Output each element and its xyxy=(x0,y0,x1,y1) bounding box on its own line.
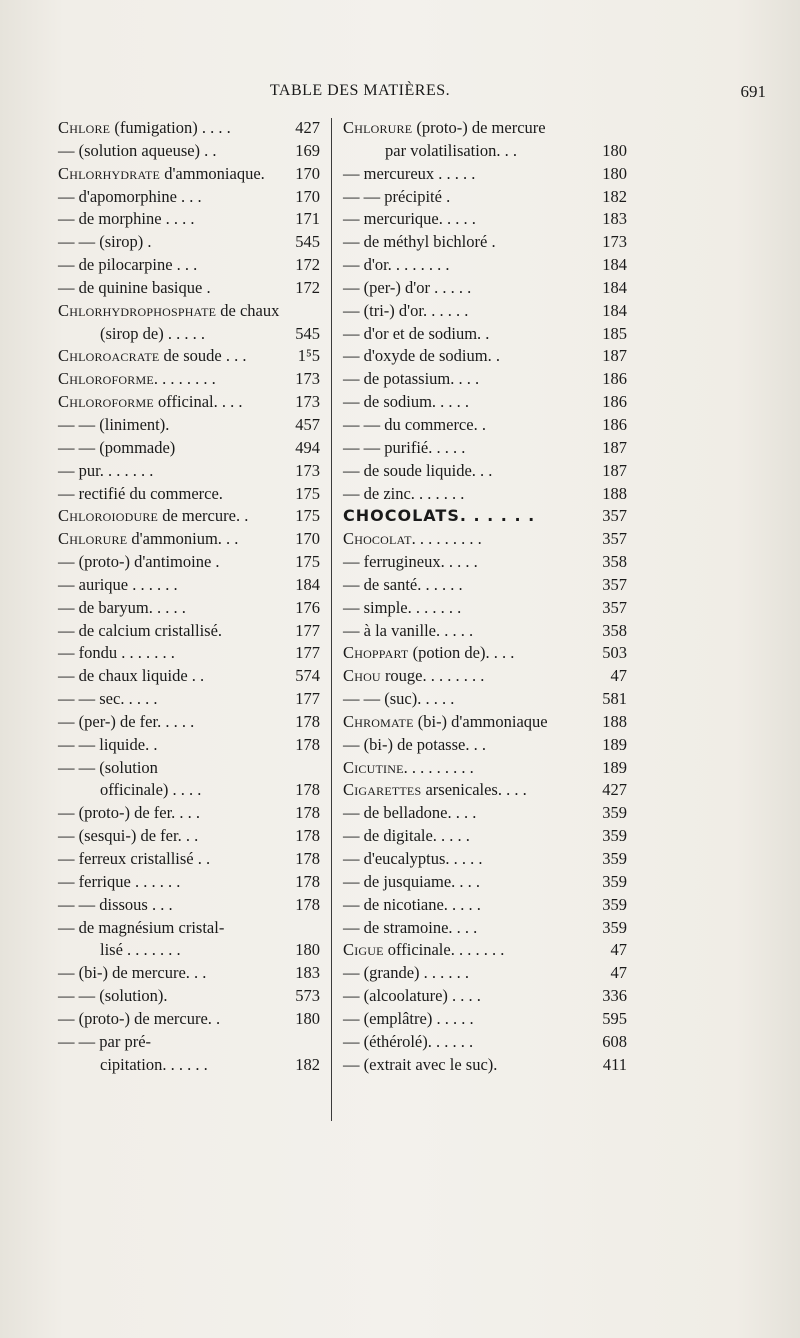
entry-page-number: 47 xyxy=(610,940,627,960)
index-entry xyxy=(343,734,627,757)
entry-page-number: 358 xyxy=(602,552,627,572)
entry-text: — (alcoolature) . . . . xyxy=(343,986,481,1006)
entry-text: — — purifié. . . . . xyxy=(343,437,466,457)
entry-text: Chlore (fumigation) . . . . xyxy=(58,118,231,137)
index-entry xyxy=(58,1054,320,1077)
entry-page-number: 359 xyxy=(602,871,627,891)
index-entry xyxy=(58,962,320,985)
index-entry xyxy=(343,551,627,574)
entry-text: Chocolat. . . . . . . . . xyxy=(343,529,482,549)
entry-page-number: 172 xyxy=(295,277,320,297)
entry-text: — de stramoine. . . . xyxy=(343,917,478,937)
entry-text: — mercurique. . . . . xyxy=(343,209,476,229)
page-header xyxy=(30,82,770,106)
entry-text: — (proto-) de fer. . . . xyxy=(58,803,201,823)
entry-page-number: 189 xyxy=(602,734,627,754)
index-entry xyxy=(343,711,627,734)
index-entry xyxy=(58,917,320,940)
entry-page-number: 427 xyxy=(602,780,627,800)
index-entry xyxy=(58,894,320,917)
entry-page-number: 178 xyxy=(295,894,320,914)
index-entry xyxy=(58,1031,320,1054)
index-entry xyxy=(343,391,627,414)
entry-text: — (proto-) d'antimoine . xyxy=(58,552,220,572)
index-entry xyxy=(343,163,627,186)
entry-page-number: 359 xyxy=(602,803,627,823)
entry-text: Chloroiodure de mercure. . xyxy=(58,506,249,526)
entry-page-number: 178 xyxy=(295,734,320,754)
index-entry xyxy=(58,711,320,734)
entry-page-number: 188 xyxy=(602,711,627,731)
entry-page-number: 173 xyxy=(602,232,627,252)
entry-text: — (grande) . . . . . . xyxy=(343,963,470,983)
entry-page-number: 177 xyxy=(295,643,320,663)
index-entry xyxy=(58,163,320,186)
index-entry xyxy=(343,642,627,665)
entry-text: par volatilisation. . . xyxy=(385,140,517,160)
entry-text: Choppart (potion de). . . . xyxy=(343,643,515,663)
entry-text: Cicutine. . . . . . . . . xyxy=(343,757,474,777)
entry-page-number: 186 xyxy=(602,414,627,434)
entry-page-number: 185 xyxy=(602,323,627,343)
entry-text: — de digitale. . . . . xyxy=(343,826,470,846)
entry-text: — — sec. . . . . xyxy=(58,689,158,709)
entry-text: Chlorure (proto-) de mercure xyxy=(343,118,546,137)
entry-text: — aurique . . . . . . xyxy=(58,574,178,594)
index-entry xyxy=(58,414,320,437)
entry-page-number: 186 xyxy=(602,392,627,412)
index-entry xyxy=(58,939,320,962)
entry-text: — de santé. . . . . . xyxy=(343,574,463,594)
index-entry xyxy=(58,574,320,597)
entry-text: Chloroforme. . . . . . . . xyxy=(58,369,216,389)
index-entry xyxy=(58,391,320,414)
entry-text: — de morphine . . . . xyxy=(58,209,195,229)
entry-text: — (proto-) de mercure. . xyxy=(58,1008,221,1028)
index-entry xyxy=(343,483,627,506)
index-entry xyxy=(343,757,627,780)
entry-page-number: 358 xyxy=(602,620,627,640)
index-entry xyxy=(58,368,320,391)
running-title: TABLE DES MATIÈRES. xyxy=(269,82,451,99)
entry-page-number: 189 xyxy=(602,757,627,777)
entry-text: cipitation. . . . . . xyxy=(100,1054,208,1074)
entry-text: lisé . . . . . . . xyxy=(100,940,181,960)
index-entry xyxy=(58,779,320,802)
entry-page-number: 173 xyxy=(295,460,320,480)
entry-text: Cigue officinale. . . . . . . xyxy=(343,940,505,960)
entry-text: — (emplâtre) . . . . . xyxy=(343,1008,474,1028)
index-entry xyxy=(58,985,320,1008)
entry-text: — de chaux liquide . . xyxy=(58,666,205,686)
entry-text: Chou rouge. . . . . . . . xyxy=(343,666,485,686)
entry-text: — (extrait avec le suc). xyxy=(343,1054,498,1074)
entry-page-number: 180 xyxy=(602,140,627,160)
entry-text: — fondu . . . . . . . xyxy=(58,643,175,663)
entry-text: — (solution aqueuse) . . xyxy=(58,140,217,160)
index-entry xyxy=(343,939,627,962)
entry-text: — de soude liquide. . . xyxy=(343,460,493,480)
entry-page-number: 573 xyxy=(295,986,320,1006)
entry-text: — (bi-) de mercure. . . xyxy=(58,963,207,983)
entry-page-number: 359 xyxy=(602,849,627,868)
index-entry xyxy=(343,825,627,848)
index-entry xyxy=(343,917,627,940)
entry-page-number: 545 xyxy=(295,232,320,252)
index-entry xyxy=(58,848,320,871)
index-entry xyxy=(343,665,627,688)
index-entry xyxy=(343,117,627,140)
entry-page-number: 494 xyxy=(295,437,320,457)
entry-text: — de magnésium cristal- xyxy=(58,917,225,937)
index-entry xyxy=(58,345,320,368)
entry-text: — (tri-) d'or. . . . . . xyxy=(343,300,469,320)
entry-page-number: 173 xyxy=(295,369,320,389)
entry-page-number: 175 xyxy=(295,483,320,503)
index-entry xyxy=(343,277,627,300)
entry-text: — à la vanille. . . . . xyxy=(343,620,474,640)
entry-text: — de belladone. . . . xyxy=(343,803,477,823)
entry-text: Chlorhydrate d'ammoniaque. xyxy=(58,163,265,183)
index-entry xyxy=(58,802,320,825)
index-entry xyxy=(343,574,627,597)
entry-text: — — (sirop) . xyxy=(58,232,152,252)
entry-page-number: 173 xyxy=(295,392,320,412)
entry-text: — d'oxyde de sodium. . xyxy=(343,346,500,366)
index-entry xyxy=(343,231,627,254)
index-entry xyxy=(58,871,320,894)
entry-page-number: 178 xyxy=(295,849,320,868)
entry-text: — (sesqui-) de fer. . . xyxy=(58,826,199,846)
entry-text: — ferrugineux. . . . . xyxy=(343,552,478,572)
entry-page-number: 182 xyxy=(602,186,627,206)
entry-text: — — par pré- xyxy=(58,1031,152,1051)
index-column-right xyxy=(343,117,627,1076)
entry-text: — de calcium cristallisé. xyxy=(58,620,223,640)
index-entry xyxy=(58,505,320,528)
entry-text: — de jusquiame. . . . xyxy=(343,871,481,891)
entry-page-number: 1⁵5 xyxy=(297,346,320,366)
entry-page-number: 581 xyxy=(602,689,627,709)
index-entry xyxy=(343,345,627,368)
entry-page-number: 170 xyxy=(295,529,320,549)
index-entry xyxy=(58,300,320,323)
index-entry xyxy=(58,665,320,688)
index-entry xyxy=(58,208,320,231)
entry-page-number: 178 xyxy=(295,780,320,800)
entry-page-number: 184 xyxy=(602,300,627,320)
entry-page-number: 336 xyxy=(602,986,627,1006)
entry-page-number: 188 xyxy=(602,483,627,503)
entry-text: Chlorure d'ammonium. . . xyxy=(58,529,239,549)
entry-page-number: 170 xyxy=(295,186,320,206)
index-entry xyxy=(343,254,627,277)
entry-page-number: 411 xyxy=(602,1054,627,1074)
entry-page-number: 178 xyxy=(295,871,320,891)
index-entry xyxy=(343,140,627,163)
entry-page-number: 457 xyxy=(295,414,320,434)
entry-page-number: 180 xyxy=(602,163,627,183)
entry-page-number: 182 xyxy=(295,1054,320,1074)
entry-text: — ferrique . . . . . . xyxy=(58,871,181,891)
index-entry xyxy=(58,483,320,506)
entry-text: — — (solution). xyxy=(58,986,168,1006)
index-entry xyxy=(58,688,320,711)
entry-page-number: 176 xyxy=(295,597,320,617)
index-entry xyxy=(58,277,320,300)
entry-page-number: 357 xyxy=(602,506,627,526)
entry-page-number: 574 xyxy=(295,666,320,686)
column-divider xyxy=(331,118,332,1121)
entry-text: — de potassium. . . . xyxy=(343,369,480,389)
entry-text: Chromate (bi-) d'ammoniaque xyxy=(343,711,548,731)
index-entry xyxy=(343,1008,627,1031)
entry-text: — — précipité . xyxy=(343,186,451,206)
entry-text: — (per-) de fer. . . . . xyxy=(58,711,195,731)
entry-page-number: 545 xyxy=(295,323,320,343)
entry-page-number: 187 xyxy=(602,437,627,457)
index-column-left xyxy=(58,117,320,1076)
index-entry xyxy=(343,1054,627,1077)
entry-text: — d'or. . . . . . . . xyxy=(343,255,450,275)
index-entry xyxy=(343,688,627,711)
entry-text: — de quinine basique . xyxy=(58,277,211,297)
index-entry xyxy=(58,323,320,346)
entry-text: — simple. . . . . . . xyxy=(343,597,462,617)
index-entry xyxy=(58,460,320,483)
index-entry xyxy=(343,894,627,917)
index-entry xyxy=(58,254,320,277)
entry-text: — — (solution xyxy=(58,757,158,777)
entry-page-number: 175 xyxy=(295,506,320,526)
entry-text: CHOCOLATS. . . . . . xyxy=(343,506,536,526)
index-entry xyxy=(58,231,320,254)
index-entry xyxy=(58,597,320,620)
index-entry xyxy=(343,186,627,209)
entry-text: — (bi-) de potasse. . . xyxy=(343,734,486,754)
index-entry xyxy=(58,528,320,551)
index-entry xyxy=(58,140,320,163)
index-entry xyxy=(58,117,320,140)
index-entry xyxy=(58,186,320,209)
entry-page-number: 184 xyxy=(295,574,320,594)
index-entry xyxy=(343,871,627,894)
entry-page-number: 178 xyxy=(295,711,320,731)
entry-page-number: 183 xyxy=(295,963,320,983)
entry-text: — d'or et de sodium. . xyxy=(343,323,490,343)
index-entry xyxy=(343,368,627,391)
entry-page-number: 170 xyxy=(295,163,320,183)
entry-text: — — (suc). . . . . xyxy=(343,689,455,709)
index-entry xyxy=(58,551,320,574)
entry-text: — — du commerce. . xyxy=(343,414,486,434)
entry-page-number: 184 xyxy=(602,277,627,297)
entry-page-number: 608 xyxy=(602,1031,627,1051)
entry-text: — ferreux cristallisé . . xyxy=(58,849,211,868)
entry-text: — d'eucalyptus. . . . . xyxy=(343,849,483,868)
entry-text: — de méthyl bichloré . xyxy=(343,232,496,252)
index-entry xyxy=(58,642,320,665)
index-entry xyxy=(343,300,627,323)
entry-text: (sirop de) . . . . . xyxy=(100,323,205,343)
entry-page-number: 175 xyxy=(295,552,320,572)
entry-page-number: 595 xyxy=(602,1008,627,1028)
entry-page-number: 172 xyxy=(295,255,320,275)
index-entry xyxy=(343,802,627,825)
index-entry xyxy=(343,779,627,802)
entry-page-number: 177 xyxy=(295,620,320,640)
entry-text: — pur. . . . . . . xyxy=(58,460,154,480)
entry-page-number: 503 xyxy=(602,643,627,663)
index-entry xyxy=(58,1008,320,1031)
entry-page-number: 359 xyxy=(602,917,627,937)
entry-page-number: 359 xyxy=(602,826,627,846)
index-entry xyxy=(343,528,627,551)
entry-text: — de baryum. . . . . xyxy=(58,597,186,617)
index-entry xyxy=(343,437,627,460)
entry-text: — (per-) d'or . . . . . xyxy=(343,277,472,297)
entry-text: — — liquide. . xyxy=(58,734,158,754)
entry-page-number: 177 xyxy=(295,689,320,709)
entry-page-number: 180 xyxy=(295,940,320,960)
entry-text: — — dissous . . . xyxy=(58,894,173,914)
entry-text: — mercureux . . . . . xyxy=(343,163,476,183)
index-entry xyxy=(343,962,627,985)
index-entry xyxy=(343,208,627,231)
entry-text: — d'apomorphine . . . xyxy=(58,186,202,206)
entry-page-number: 47 xyxy=(610,963,627,983)
index-entry xyxy=(58,825,320,848)
entry-page-number: 359 xyxy=(602,894,627,914)
index-entry xyxy=(343,323,627,346)
entry-text: Chloroforme officinal. . . . xyxy=(58,392,243,412)
entry-page-number: 178 xyxy=(295,803,320,823)
entry-page-number: 180 xyxy=(295,1008,320,1028)
entry-page-number: 178 xyxy=(295,826,320,846)
entry-text: Chloroacrate de soude . . . xyxy=(58,346,247,366)
index-entry xyxy=(343,414,627,437)
entry-page-number: 357 xyxy=(602,529,627,549)
entry-page-number: 187 xyxy=(602,460,627,480)
entry-page-number: 184 xyxy=(602,255,627,275)
entry-text: Cigarettes arsenicales. . . . xyxy=(343,780,527,800)
index-entry xyxy=(343,848,627,871)
entry-text: — — (liniment). xyxy=(58,414,170,434)
entry-text: — de sodium. . . . . xyxy=(343,392,470,412)
entry-text: — de zinc. . . . . . . xyxy=(343,483,465,503)
entry-page-number: 357 xyxy=(602,574,627,594)
entry-text: — de nicotiane. . . . . xyxy=(343,894,481,914)
entry-page-number: 186 xyxy=(602,369,627,389)
index-entry xyxy=(58,620,320,643)
page-number: 691 xyxy=(740,82,766,101)
entry-page-number: 427 xyxy=(295,118,320,137)
entry-page-number: 187 xyxy=(602,346,627,366)
index-entry xyxy=(58,757,320,780)
entry-page-number: 169 xyxy=(295,140,320,160)
entry-text: officinale) . . . . xyxy=(100,780,202,800)
index-entry xyxy=(343,460,627,483)
entry-text: — de pilocarpine . . . xyxy=(58,255,198,275)
entry-text: Chlorhydrophosphate de chaux xyxy=(58,300,280,320)
entry-text: — — (pommade) xyxy=(58,437,176,457)
index-entry xyxy=(343,505,627,528)
index-entry xyxy=(343,985,627,1008)
entry-page-number: 357 xyxy=(602,597,627,617)
index-entry xyxy=(343,620,627,643)
entry-page-number: 183 xyxy=(602,209,627,229)
index-entry xyxy=(343,597,627,620)
entry-text: — (éthérolé). . . . . . xyxy=(343,1031,474,1051)
entry-page-number: 47 xyxy=(610,666,627,686)
entry-text: — rectifié du commerce. xyxy=(58,483,223,503)
entry-page-number: 171 xyxy=(295,209,320,229)
index-entry xyxy=(58,734,320,757)
index-entry xyxy=(343,1031,627,1054)
index-entry xyxy=(58,437,320,460)
